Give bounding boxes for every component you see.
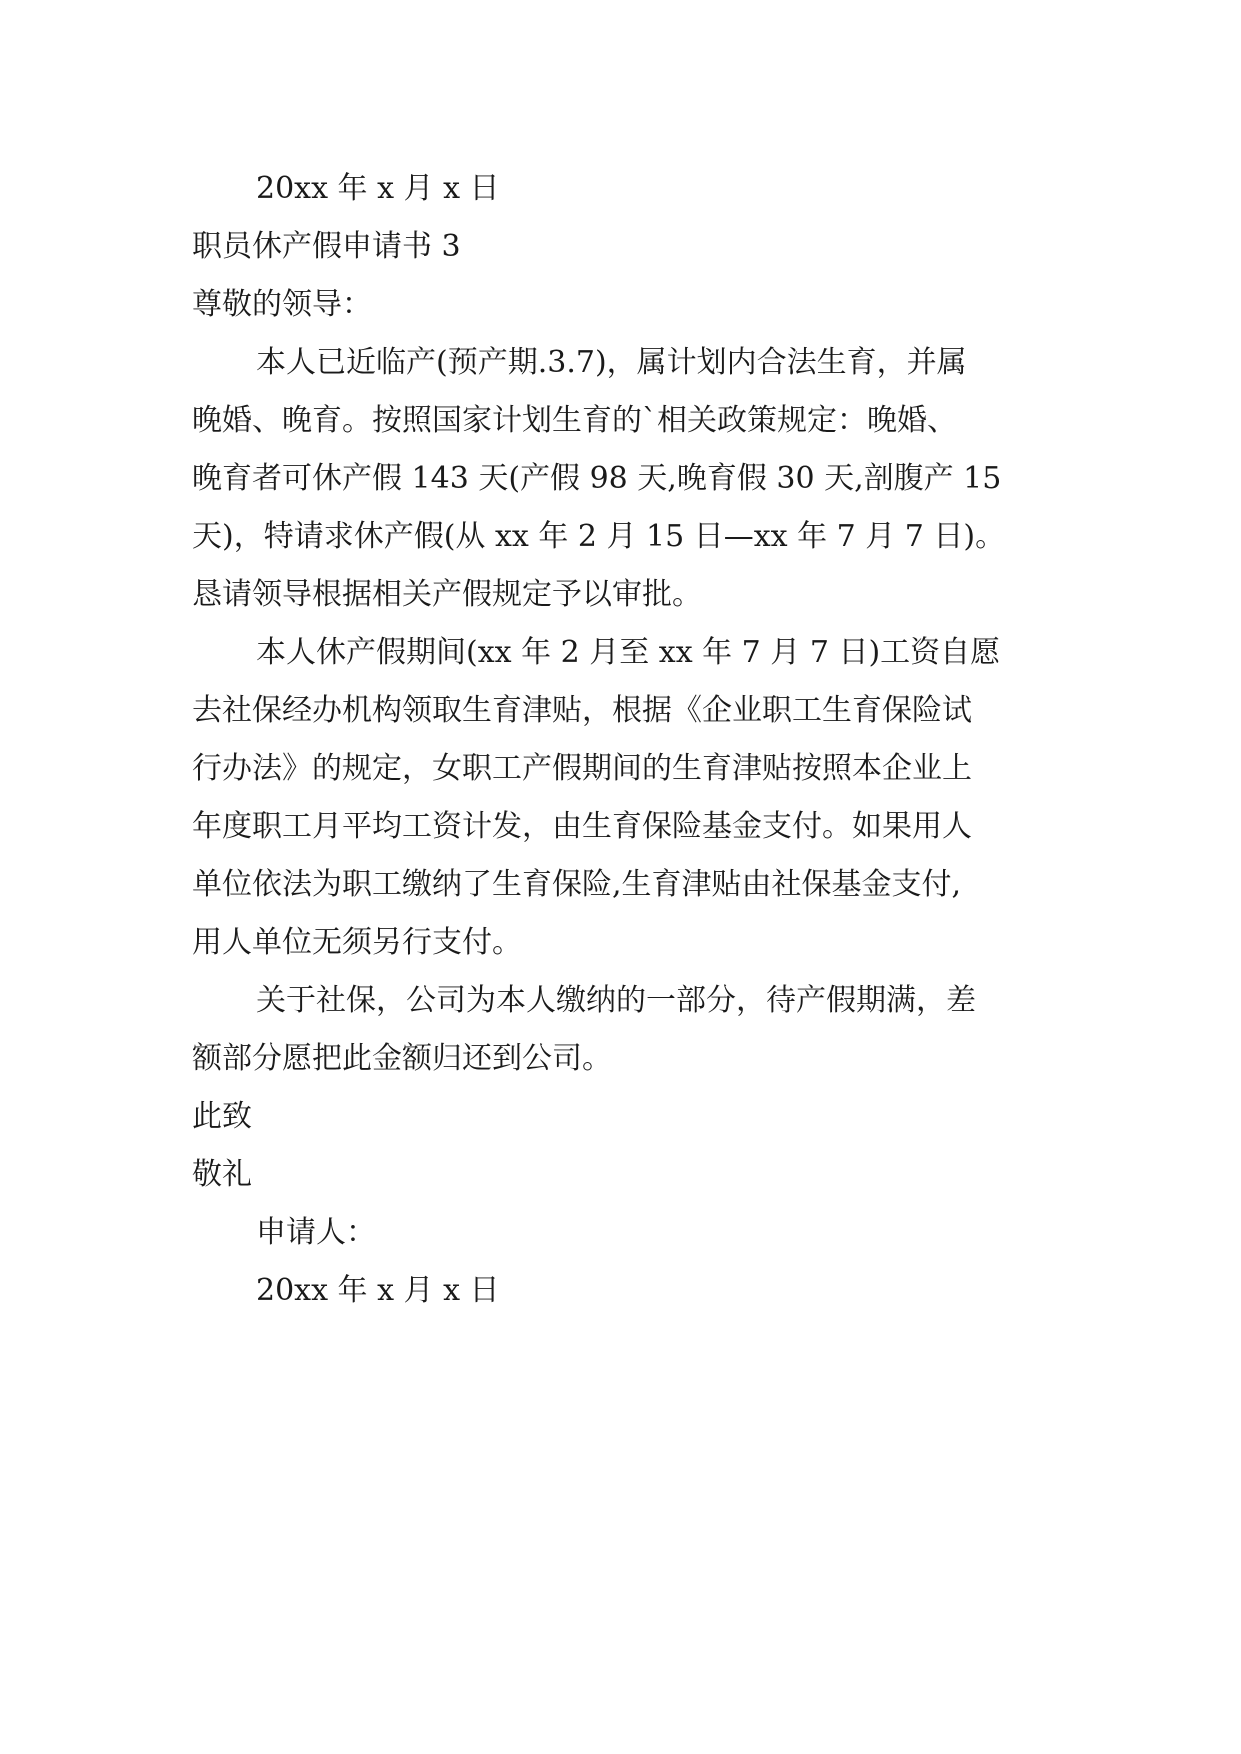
paragraph-1-line: 晚育者可休产假 143 天(产假 98 天,晚育假 30 天,剖腹产 15 (192, 461, 1002, 496)
paragraph-2-line: 用人单位无须另行支付。 (192, 925, 522, 960)
document-page (192, 160, 1052, 1320)
paragraph-2-line: 去社保经办机构领取生育津贴，根据《企业职工生育保险试 (192, 693, 972, 728)
paragraph-1-line: 晚婚、晚育。按照国家计划生育的`相关政策规定：晚婚、 (192, 403, 957, 438)
paragraph-3-line: 关于社保，公司为本人缴纳的一部分，待产假期满，差 (256, 983, 976, 1018)
closing-jing-li: 敬礼 (192, 1157, 252, 1192)
paragraph-2-line: 行办法》的规定，女职工产假期间的生育津贴按照本企业上 (192, 751, 972, 786)
paragraph-1 (192, 334, 1052, 624)
paragraph-2-line: 本人休产假期间(xx 年 2 月至 xx 年 7 月 7 日)工资自愿 (256, 635, 1001, 670)
paragraph-2-line: 单位依法为职工缴纳了生育保险,生育津贴由社保基金支付, (192, 867, 962, 902)
paragraph-1-line: 本人已近临产(预产期.3.7)，属计划内合法生育，并属 (256, 345, 967, 380)
document-title: 职员休产假申请书 3 (192, 229, 461, 264)
closing-ci-zhi: 此致 (192, 1099, 252, 1134)
paragraph-1-line: 恳请领导根据相关产假规定予以审批。 (192, 577, 702, 612)
date-bottom: 20xx 年 x 月 x 日 (256, 1273, 500, 1308)
paragraph-2 (192, 624, 1052, 972)
salutation: 尊敬的领导： (192, 287, 372, 322)
date-top: 20xx 年 x 月 x 日 (256, 171, 500, 206)
paragraph-1-line: 天)，特请求休产假(从 xx 年 2 月 15 日—xx 年 7 月 7 日)。 (192, 519, 1006, 554)
paragraph-3-line: 额部分愿把此金额归还到公司。 (192, 1041, 612, 1076)
paragraph-2-line: 年度职工月平均工资计发，由生育保险基金支付。如果用人 (192, 809, 972, 844)
paragraph-3 (192, 972, 1052, 1088)
applicant-label: 申请人： (256, 1215, 376, 1250)
